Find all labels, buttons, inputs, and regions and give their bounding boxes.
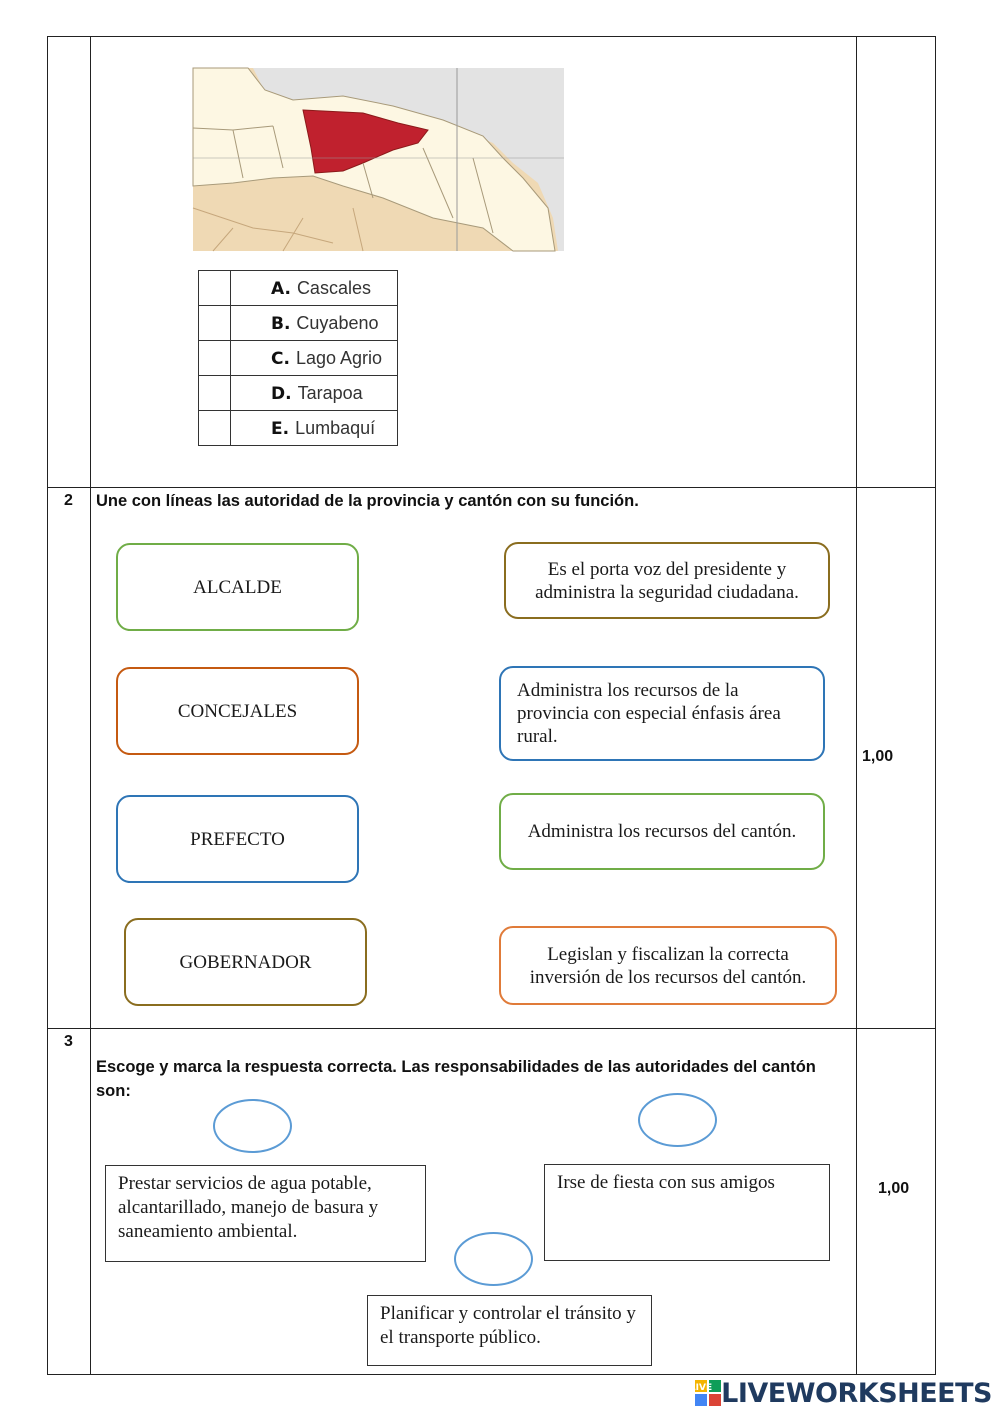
- row-divider-1: [47, 487, 936, 488]
- brand-text: LIVEWORKSHEETS: [721, 1377, 992, 1409]
- authority-box-prefecto[interactable]: PREFECTO: [116, 795, 359, 883]
- function-box-4[interactable]: Legislan y fiscalizan la correcta inversión de los recursos del cantón.: [499, 926, 837, 1005]
- answer-oval-1[interactable]: [213, 1099, 292, 1153]
- option-row: [199, 376, 398, 411]
- option-row: [199, 341, 398, 376]
- authority-box-concejales[interactable]: CONCEJALES: [116, 667, 359, 755]
- row-divider-2: [47, 1028, 936, 1029]
- province-map: [193, 68, 564, 251]
- option-label: A. Cascales: [231, 271, 398, 306]
- option-checkbox[interactable]: [199, 376, 231, 411]
- function-box-2[interactable]: Administra los recursos de la provincia con especial énfasis área rural.: [499, 666, 825, 761]
- question-prompt: Escoge y marca la respuesta correcta. Las responsabilidades de las autoridades del cantón son:: [96, 1058, 816, 1100]
- choice-box-3: Planificar y controlar el tránsito y el transporte público.: [367, 1295, 652, 1366]
- choice-box-1: Prestar servicios de agua potable, alcantarillado, manejo de basura y saneamiento ambiental.: [105, 1165, 426, 1262]
- option-checkbox[interactable]: [199, 411, 231, 446]
- option-checkbox[interactable]: [199, 306, 231, 341]
- liveworksheets-logo: [690, 1376, 992, 1410]
- function-box-3[interactable]: Administra los recursos del cantón.: [499, 793, 825, 870]
- option-label: D. Tarapoa: [231, 376, 398, 411]
- option-checkbox[interactable]: [199, 341, 231, 376]
- question-prompt: Une con líneas las autoridad de la provincia y cantón con su función.: [96, 492, 639, 510]
- table-col-divider-1: [90, 36, 91, 1375]
- table-border-left: [47, 36, 48, 1375]
- option-label: E. Lumbaquí: [231, 411, 398, 446]
- option-label: C. Lago Agrio: [231, 341, 398, 376]
- function-box-1[interactable]: Es el porta voz del presidente y administra la seguridad ciudadana.: [504, 542, 830, 619]
- table-border-bottom: [47, 1374, 936, 1375]
- choice-box-2: Irse de fiesta con sus amigos: [544, 1164, 830, 1261]
- question-score: 1,00: [862, 748, 894, 765]
- option-row: [199, 271, 398, 306]
- option-row: [199, 306, 398, 341]
- svg-text:LIVE: LIVE: [690, 1383, 713, 1393]
- question-score: 1,00: [878, 1180, 910, 1197]
- question-number: 3: [64, 1033, 73, 1050]
- answer-oval-2[interactable]: [638, 1093, 717, 1147]
- option-label: B. Cuyabeno: [231, 306, 398, 341]
- authority-box-alcalde[interactable]: ALCALDE: [116, 543, 359, 631]
- authority-box-gobernador[interactable]: GOBERNADOR: [124, 918, 367, 1006]
- table-border-right: [935, 36, 936, 1375]
- answer-oval-3[interactable]: [454, 1232, 533, 1286]
- table-border-top: [47, 36, 936, 37]
- option-row: [199, 411, 398, 446]
- answer-options-table: [198, 270, 398, 446]
- logo-badge-icon: [690, 1380, 721, 1406]
- question-number: 2: [64, 492, 73, 509]
- option-checkbox[interactable]: [199, 271, 231, 306]
- table-col-divider-2: [856, 36, 857, 1375]
